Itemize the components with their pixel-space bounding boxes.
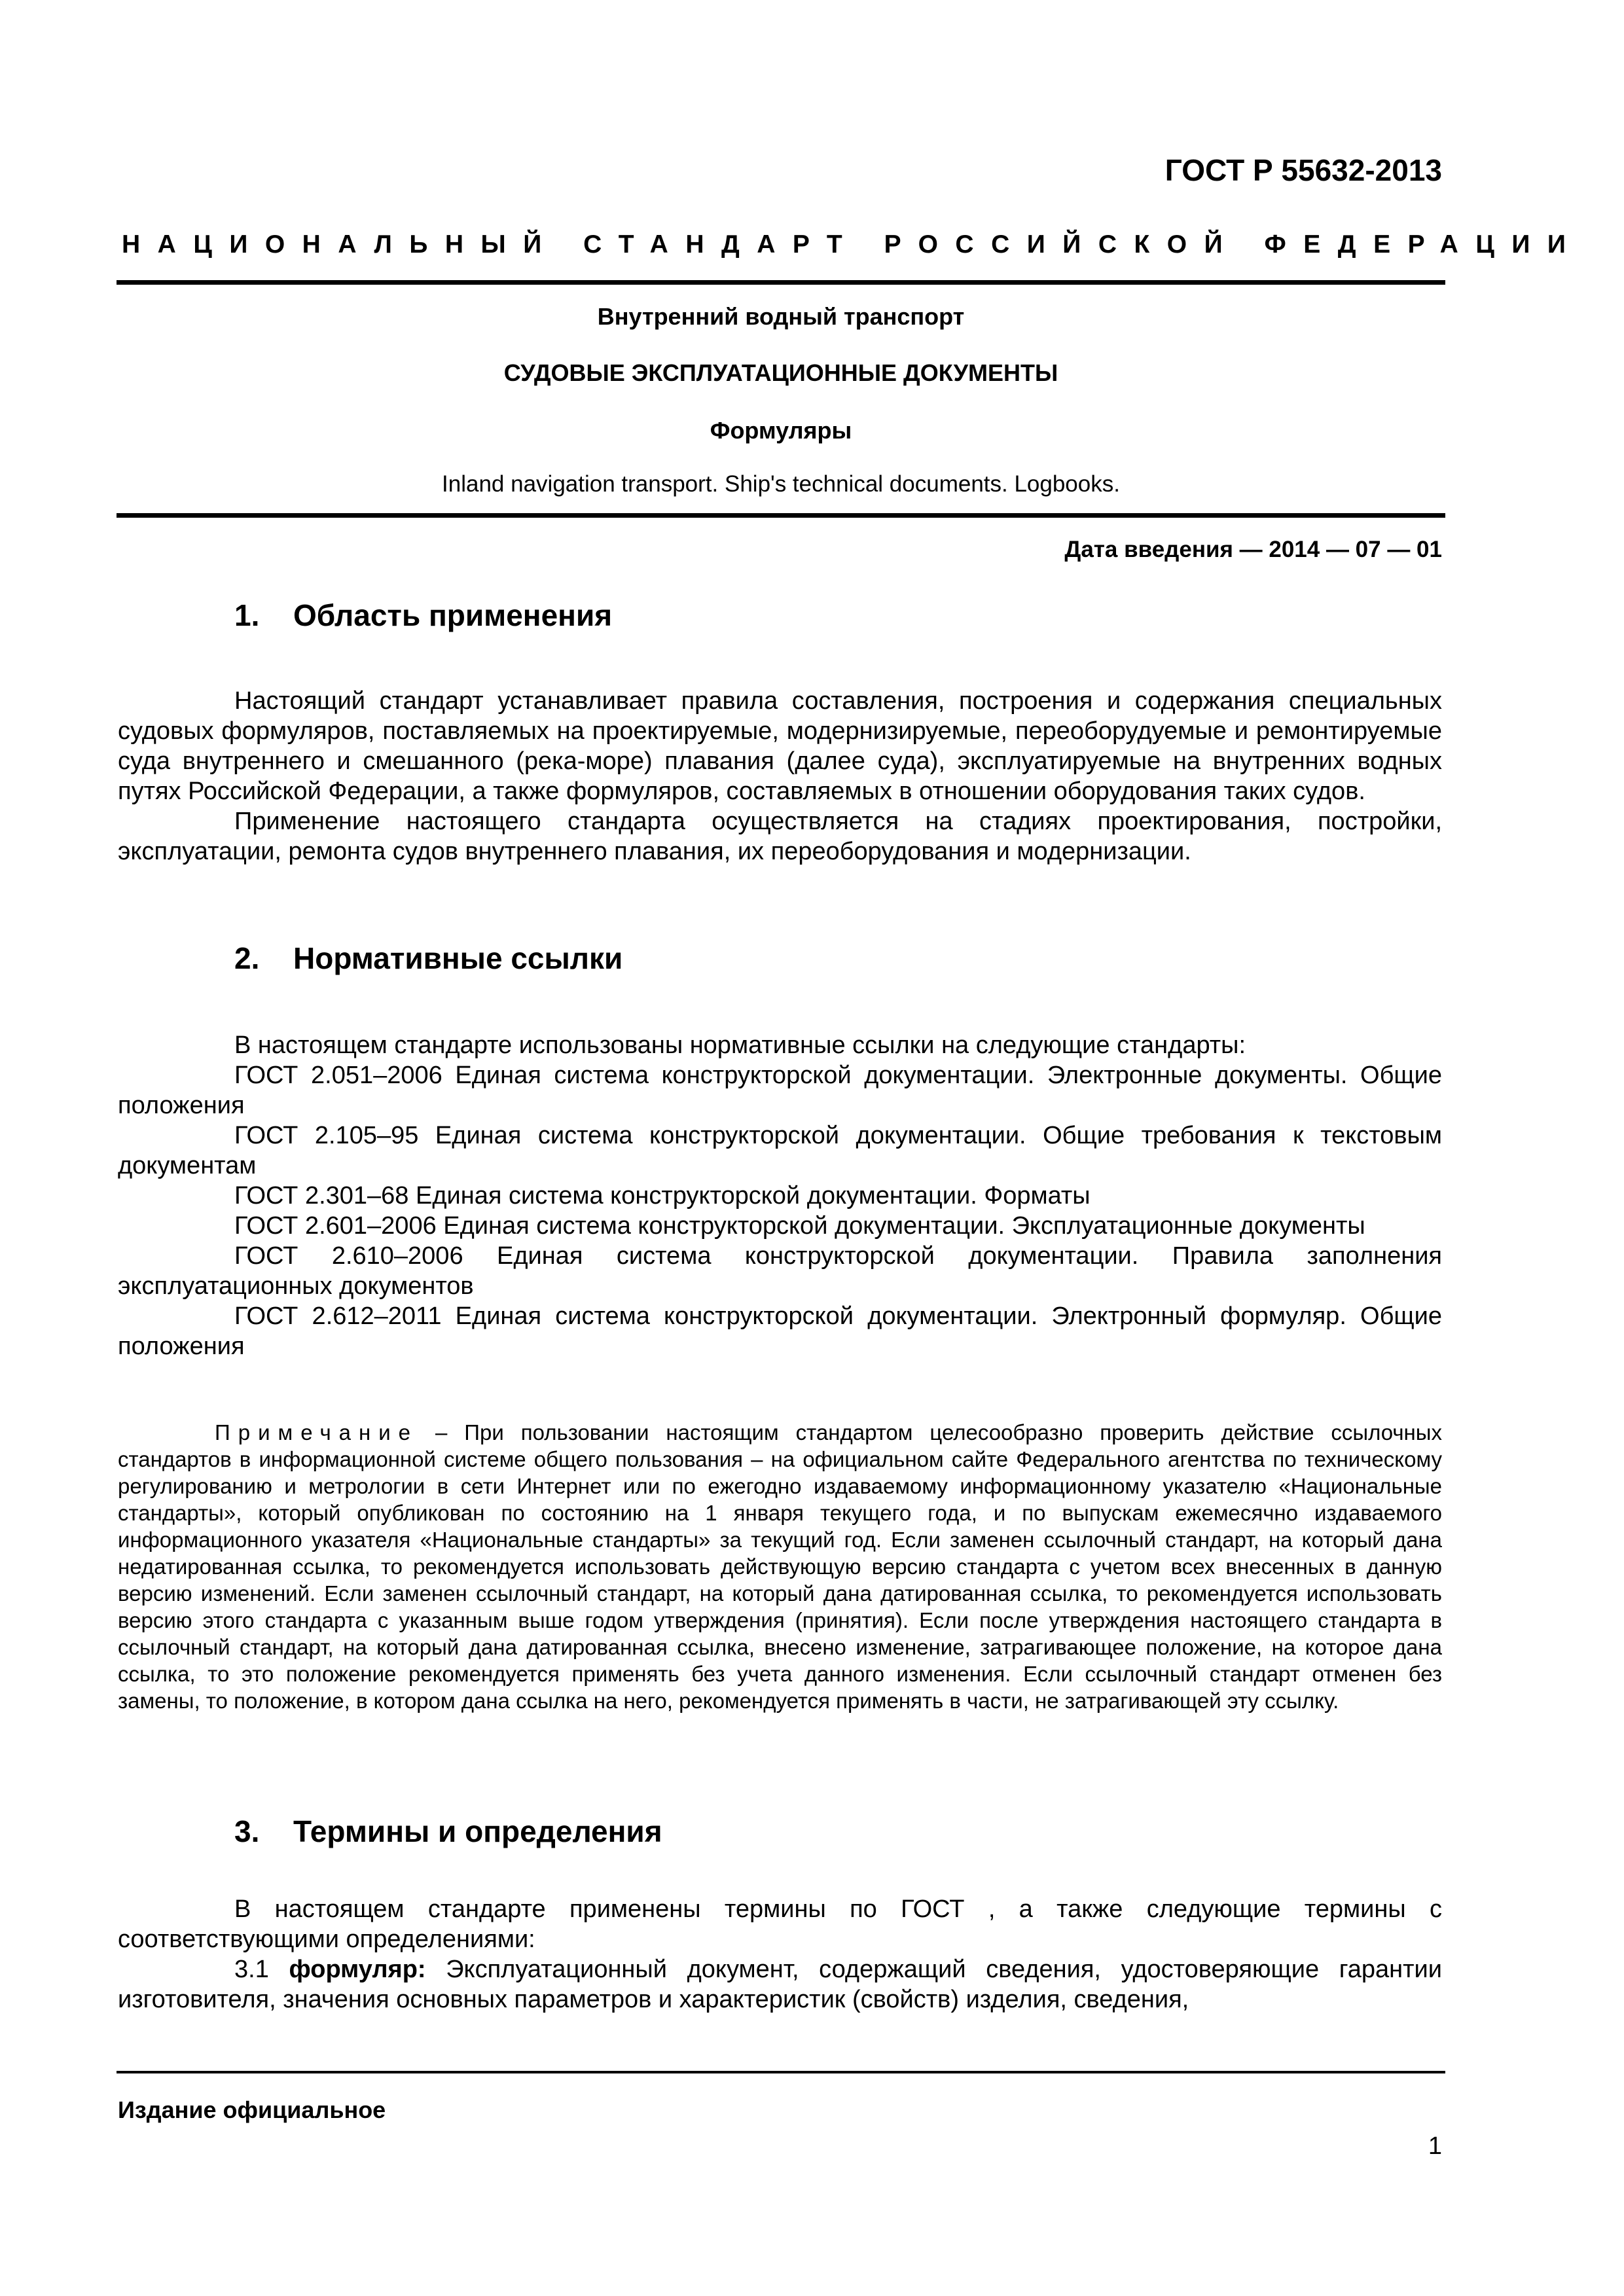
section-title: Термины и определения [293,1814,662,1848]
reference-item: ГОСТ 2.051–2006 Единая система конструкторской документации. Электронные документы. Общие положения [118,1062,1442,1119]
paragraph: В настоящем стандарте применены термины по ГОСТ , а также следующие термины с соответствующими определениями: [118,1895,1442,1953]
header-divider [117,280,1445,285]
section-heading-scope [234,597,612,634]
term-number: 3.1 [234,1956,289,1983]
reference-item: ГОСТ 2.612–2011 Единая система конструкторской документации. Электронный формуляр. Общие положения [118,1302,1442,1360]
section-heading-terms [234,1813,662,1850]
reference-item: ГОСТ 2.105–95 Единая система конструкторской документации. Общие требования к текстовым документам [118,1122,1442,1179]
paragraph: Настоящий стандарт устанавливает правила составления, построения и содержания специальных судовых формуляров, поставляемых на проектируемые, модернизируемые, переоборудуемые и ремонтируемые суда внутреннего и смешанного (река-море) плавания (далее суда), эксплуатируемые на внутренних водных путях Российской Федерации, а также формуляров, составляемых в отношении оборудования таких судов. [118,687,1442,805]
term-name: формуляр: [289,1956,426,1983]
english-title: Inland navigation transport. Ship's technical documents. Logbooks. [442,471,1120,497]
section-heading-references [234,940,623,977]
title-divider [117,513,1445,518]
section-number: 3. [234,1814,260,1848]
document-title: СУДОВЫЕ ЭКСПЛУАТАЦИОННЫЕ ДОКУМЕНТЫ [503,359,1058,386]
note-paragraph [118,1419,1442,1714]
references-list [118,1030,1442,1361]
note-text: – При пользовании настоящим стандартом целесообразно проверить действие ссылочных стандартов в информационной системе общего пользования – на официальном сайте Федерального агентства по техническому регулированию и метрологии в сети Интернет или по ежегодно издаваемому информационному указателю «Национальные стандарты», который опубликован по состоянию на 1 января текущего года, и по выпускам ежемесячно издаваемого информационного указателя «Национальные стандарты» за текущий год. Если заменен ссылочный стандарт, на который дана недатированная ссылка, то рекомендуется использовать действующую версию стандарта с учетом всех внесенных в данную версию изменений. Если заменен ссылочный стандарт, на который дана датированная ссылка, то рекомендуется использовать версию этого стандарта с указанным выше годом утверждения (принятия). Если после утверждения настоящего стандарта в ссылочный стандарт, на который дана датированная ссылка, внесено изменение, затрагивающее положение, на которое дана ссылка, то это положение рекомендуется применять без учета данного изменения. Если ссылочный стандарт отменен без замены, то положение, в котором дана ссылка на него, рекомендуется применять в части, не затрагивающей эту ссылку. [118,1420,1442,1713]
term-definition [118,1954,1442,2015]
paragraph: Применение настоящего стандарта осуществляется на стадиях проектирования, постройки, эксплуатации, ремонта судов внутреннего плавания, их переоборудования и модернизации. [118,808,1442,865]
reference-item: ГОСТ 2.301–68 Единая система конструкторской документации. Форматы [234,1182,1091,1210]
note-label: Примечание [215,1420,419,1444]
edition-label: Издание официальное [118,2096,386,2123]
scope-text [118,686,1442,867]
page-number: 1 [1428,2132,1442,2160]
section-number: 1. [234,598,260,632]
introduction-date: Дата введения — 2014 — 07 — 01 [1064,537,1442,562]
reference-item: ГОСТ 2.610–2006 Единая система конструкторской документации. Правила заполнения эксплуатационных документов [118,1242,1442,1300]
document-subject: Внутренний водный транспорт [597,303,965,330]
document-subtitle: Формуляры [710,417,852,444]
national-standard-title: НАЦИОНАЛЬНЫЙ СТАНДАРТ РОССИЙСКОЙ ФЕДЕРАЦИИ [122,230,1583,259]
terms-text [118,1894,1442,2015]
footer-divider [117,2071,1445,2073]
section-title: Область применения [293,598,613,632]
references-note [118,1419,1442,1714]
paragraph: В настоящем стандарте использованы нормативные ссылки на следующие стандарты: [234,1031,1246,1059]
reference-item: ГОСТ 2.601–2006 Единая система конструкторской документации. Эксплуатационные документы [234,1212,1365,1240]
section-title: Нормативные ссылки [293,941,623,975]
section-number: 2. [234,941,260,975]
document-number: ГОСТ Р 55632-2013 [1164,153,1442,187]
term-definition-text: Эксплуатационный документ, содержащий сведения, удостоверяющие гарантии изготовителя, значения основных параметров и характеристик (свойств) изделия, сведения, [118,1956,1442,2013]
